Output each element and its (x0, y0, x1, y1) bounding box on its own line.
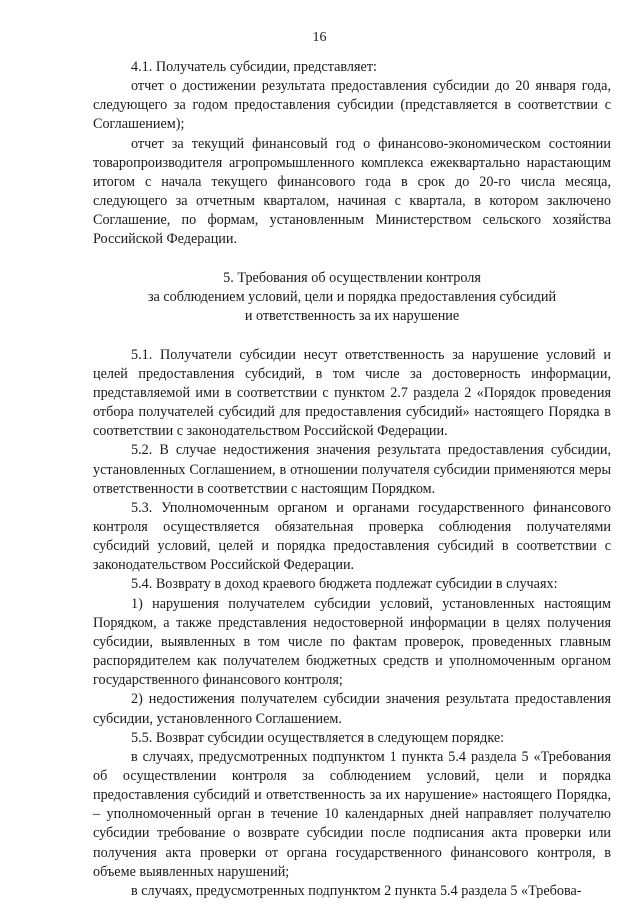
section-5-heading (93, 269, 611, 326)
document-body (93, 58, 611, 901)
paragraph-5-4-item-2: 2) недостижения получателем субсидии значения результата предоставления субсидии, установленного Соглашением. (93, 691, 611, 727)
paragraph-report-financial: отчет за текущий финансовый год о финансово-экономическом состоянии товаропроизводителя агропромышленного комплекса ежеквартально нарастающим итогом с начала текущего финансового года в срок до 20-го числа месяца, следующего за отчетным кварталом, начиная с квартала, в котором заключено Соглашение, по формам, установленным Министерством сельского хозяйства Российской Федерации. (93, 135, 611, 248)
paragraph-4-1: 4.1. Получатель субсидии, представляет: (131, 59, 377, 75)
paragraph-5-1: 5.1. Получатели субсидии несут ответственность за нарушение условий и целей предоставления субсидий, в том числе за достоверность информации, представляемой ими в соответствии с пунктом 2.7 раздела 2 «Порядок проведения отбора получателей субсидий для предоставления субсидий» настоящего Порядка в соответствии с законодательством Российской Федерации. (93, 346, 611, 440)
paragraph-5-4-item-1: 1) нарушения получателем субсидии условий, установленных настоящим Порядком, а также представления недостоверной информации в целях получения субсидии, выявленных в том числе по фактам проверок, проведенных главным распорядителем как получателем бюджетных средств и уполномоченным органом государственного финансового контроля; (93, 595, 611, 689)
paragraph-5-4: 5.4. Возврату в доход краевого бюджета подлежат субсидии в случаях: (131, 576, 558, 593)
section-4-block (93, 58, 611, 250)
heading-line: за соблюдением условий, цели и порядка предоставления субсидий (147, 288, 557, 305)
heading-line: 5. Требования об осуществлении контроля (223, 269, 481, 286)
heading-line: и ответственность за их нарушение (244, 307, 460, 324)
paragraph-report-result: отчет о достижении результата предоставления субсидии до 20 января года, следующего за годом предоставления субсидии (представляется в соответствии с Соглашением); (93, 78, 611, 133)
paragraph-5-5-case-2: в случаях, предусмотренных подпунктом 2 пункта 5.4 раздела 5 «Требова- (131, 882, 582, 899)
paragraph-5-5-case-1: в случаях, предусмотренных подпунктом 1 пункта 5.4 раздела 5 «Требования об осуществлении контроля за соблюдением условий, цели и порядка предоставления субсидий и ответственность за их нарушение» настоящего Порядка, – уполномоченный орган в течение 10 календарных дней направляет получателю субсидии требование о возврате субсидии после подписания акта проверки или получения акта проверки от органа государственного финансового контроля, в объеме выявленных нарушений; (93, 748, 611, 880)
paragraph-5-2: 5.2. В случае недостижения значения результата предоставления субсидии, установленных Соглашением, в отношении получателя субсидии применяются меры ответственности в соответствии с настоящим Порядком. (93, 442, 611, 497)
section-5-block (93, 346, 611, 902)
page-number: 16 (312, 30, 327, 45)
paragraph-5-3: 5.3. Уполномоченным органом и органами государственного финансового контроля осуществляется обязательная проверка соблюдения получателями субсидий условий, целей и порядка предоставления субсидий в соответствии с законодательством Российской Федерации. (93, 499, 611, 574)
paragraph-5-5: 5.5. Возврат субсидии осуществляется в следующем порядке: (131, 729, 505, 746)
